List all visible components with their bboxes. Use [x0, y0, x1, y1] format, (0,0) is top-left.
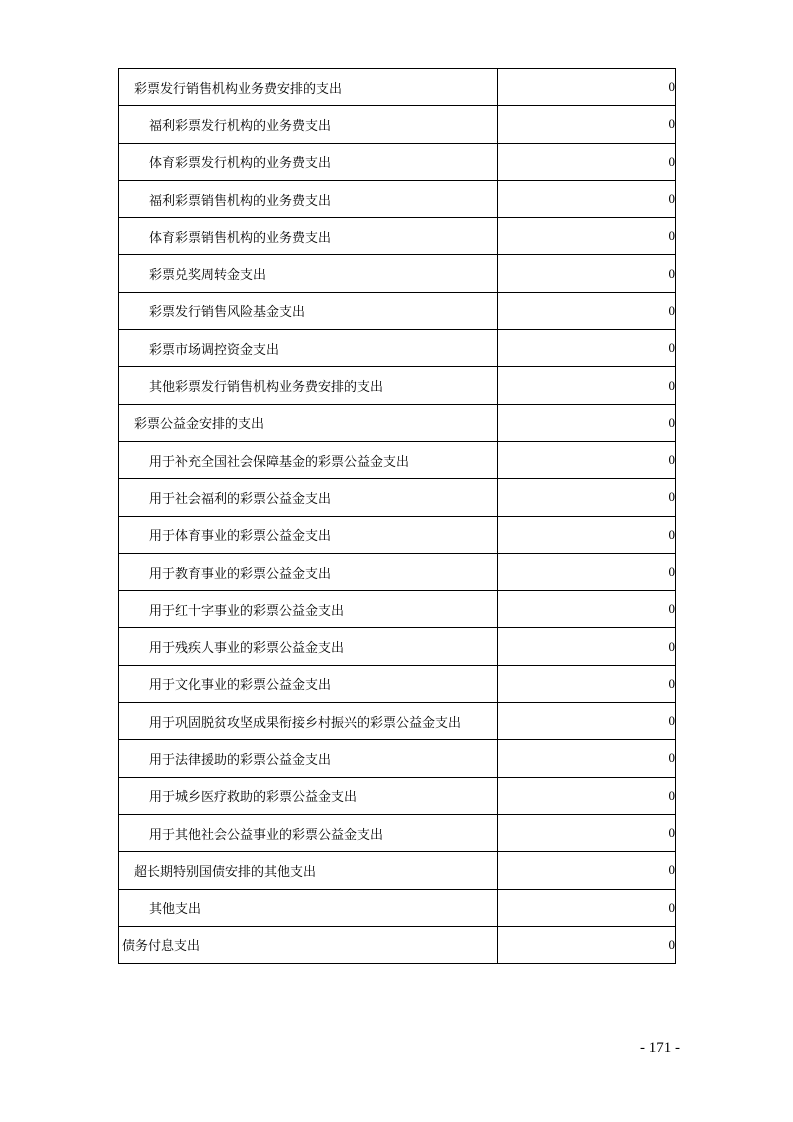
- table-row: [119, 703, 676, 740]
- row-value: 0: [498, 180, 676, 217]
- row-value: 0: [498, 255, 676, 292]
- row-value: 0: [498, 777, 676, 814]
- row-label: 福利彩票销售机构的业务费支出: [119, 180, 498, 217]
- budget-table: [118, 68, 676, 964]
- row-value: 0: [498, 143, 676, 180]
- table-row: [119, 740, 676, 777]
- row-value: 0: [498, 703, 676, 740]
- table-row: [119, 292, 676, 329]
- row-label: 体育彩票发行机构的业务费支出: [119, 143, 498, 180]
- row-label: 用于文化事业的彩票公益金支出: [119, 665, 498, 702]
- row-label: 用于红十字事业的彩票公益金支出: [119, 591, 498, 628]
- row-label: 用于其他社会公益事业的彩票公益金支出: [119, 814, 498, 851]
- table-row: [119, 926, 676, 963]
- row-label: 用于教育事业的彩票公益金支出: [119, 553, 498, 590]
- table-row: [119, 591, 676, 628]
- row-value: 0: [498, 852, 676, 889]
- row-label: 其他支出: [119, 889, 498, 926]
- table-row: [119, 143, 676, 180]
- row-value: 0: [498, 926, 676, 963]
- row-value: 0: [498, 814, 676, 851]
- table-row: [119, 255, 676, 292]
- row-label: 彩票兑奖周转金支出: [119, 255, 498, 292]
- row-label: 彩票市场调控资金支出: [119, 330, 498, 367]
- row-label: 用于城乡医疗救助的彩票公益金支出: [119, 777, 498, 814]
- row-value: 0: [498, 404, 676, 441]
- row-value: 0: [498, 591, 676, 628]
- row-label: 超长期特别国债安排的其他支出: [119, 852, 498, 889]
- table-body: [119, 69, 676, 964]
- row-label: 福利彩票发行机构的业务费支出: [119, 106, 498, 143]
- row-label: 彩票发行销售风险基金支出: [119, 292, 498, 329]
- table-row: [119, 665, 676, 702]
- row-value: 0: [498, 292, 676, 329]
- row-label: 其他彩票发行销售机构业务费安排的支出: [119, 367, 498, 404]
- row-label: 用于巩固脱贫攻坚成果衔接乡村振兴的彩票公益金支出: [119, 703, 498, 740]
- row-value: 0: [498, 665, 676, 702]
- row-value: 0: [498, 889, 676, 926]
- row-label: 用于体育事业的彩票公益金支出: [119, 516, 498, 553]
- table-row: [119, 553, 676, 590]
- table-row: [119, 516, 676, 553]
- row-label: 债务付息支出: [119, 926, 498, 963]
- row-value: 0: [498, 553, 676, 590]
- page-number: - 171 -: [640, 1040, 680, 1056]
- table-row: [119, 367, 676, 404]
- table-row: [119, 479, 676, 516]
- table-row: [119, 628, 676, 665]
- table-row: [119, 69, 676, 106]
- row-label: 用于法律援助的彩票公益金支出: [119, 740, 498, 777]
- table-row: [119, 814, 676, 851]
- row-value: 0: [498, 69, 676, 106]
- table-row: [119, 852, 676, 889]
- row-label: 体育彩票销售机构的业务费支出: [119, 218, 498, 255]
- table-row: [119, 330, 676, 367]
- row-value: 0: [498, 740, 676, 777]
- row-value: 0: [498, 367, 676, 404]
- row-label: 彩票发行销售机构业务费安排的支出: [119, 69, 498, 106]
- table-row: [119, 889, 676, 926]
- row-value: 0: [498, 218, 676, 255]
- table-row: [119, 106, 676, 143]
- row-label: 彩票公益金安排的支出: [119, 404, 498, 441]
- table-row: [119, 180, 676, 217]
- row-value: 0: [498, 516, 676, 553]
- row-label: 用于社会福利的彩票公益金支出: [119, 479, 498, 516]
- row-value: 0: [498, 330, 676, 367]
- row-value: 0: [498, 479, 676, 516]
- row-value: 0: [498, 106, 676, 143]
- row-label: 用于补充全国社会保障基金的彩票公益金支出: [119, 441, 498, 478]
- row-value: 0: [498, 441, 676, 478]
- table-row: [119, 404, 676, 441]
- row-value: 0: [498, 628, 676, 665]
- table-row: [119, 218, 676, 255]
- table-row: [119, 777, 676, 814]
- row-label: 用于残疾人事业的彩票公益金支出: [119, 628, 498, 665]
- table-row: [119, 441, 676, 478]
